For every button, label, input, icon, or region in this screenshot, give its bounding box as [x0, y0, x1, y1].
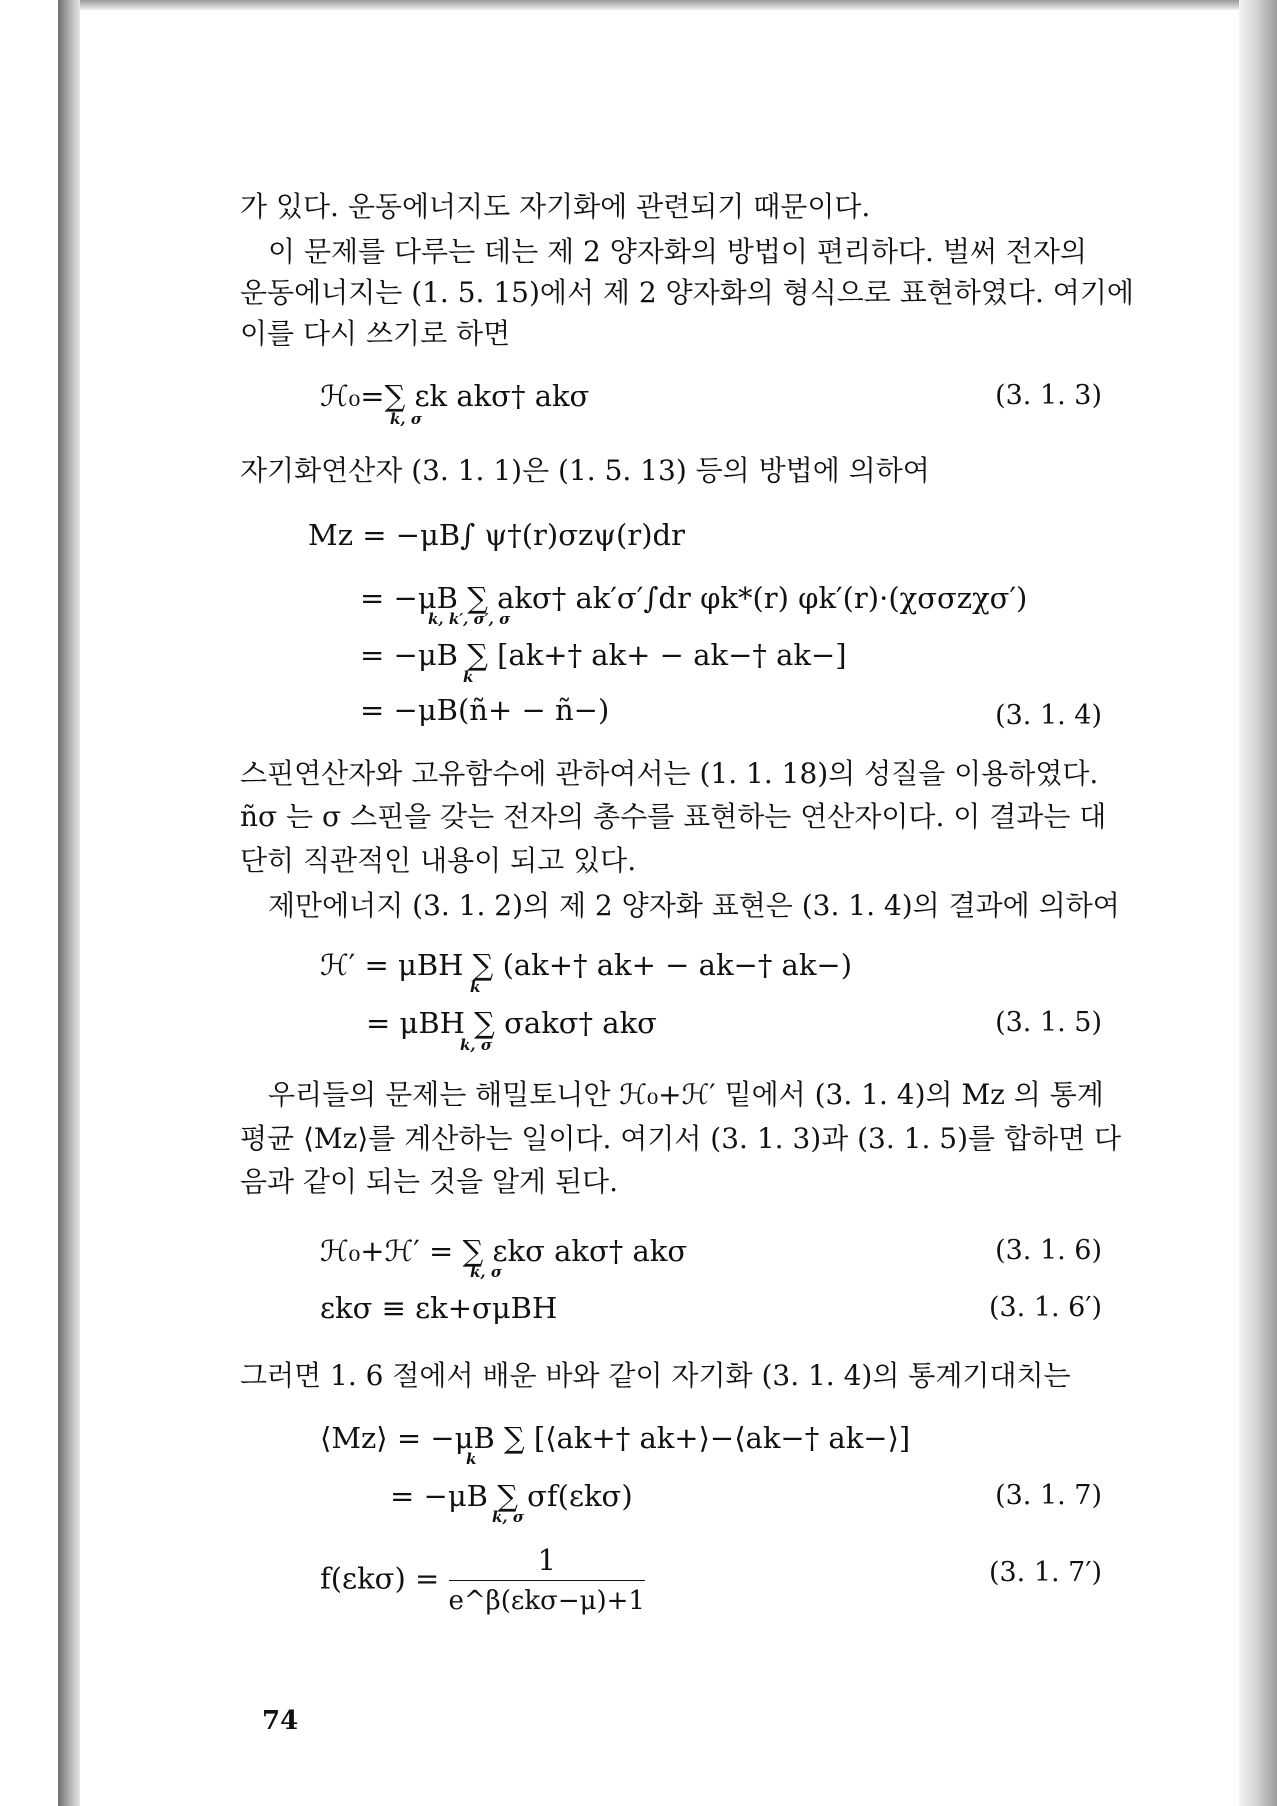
equation-number: (3. 1. 6′) — [988, 1292, 1102, 1323]
fraction — [449, 1540, 645, 1621]
paragraph-line: 가 있다. 운동에너지도 자기화에 관련되기 때문이다. — [240, 190, 871, 223]
equation-number: (3. 1. 7′) — [988, 1557, 1102, 1588]
equation-3-1-5-line2: = μBH ∑ σakσ† akσ — [366, 1006, 657, 1040]
equation-number: (3. 1. 7) — [995, 1480, 1102, 1511]
page-shadow-top — [58, 0, 1258, 10]
paragraph-line: 운동에너지는 (1. 5. 15)에서 제 2 양자화의 형식으로 표현하였다. 여기에 — [240, 276, 1134, 309]
sum-limit: k, σ — [470, 1263, 502, 1281]
paragraph-line: 스핀연산자와 고유함수에 관하여서는 (1. 1. 18)의 성질을 이용하였다. — [240, 757, 1099, 790]
paragraph-line: ñσ 는 σ 스핀을 갖는 전자의 총수를 표현하는 연산자이다. 이 결과는 대 — [240, 800, 1107, 833]
equation-number: (3. 1. 4) — [995, 700, 1102, 731]
book-spine-shadow — [58, 0, 80, 1806]
equation-number: (3. 1. 3) — [995, 380, 1102, 411]
sum-limit: k — [463, 668, 474, 686]
equation-3-1-4-line4: = −μB(ñ+ − ñ−) — [360, 693, 610, 727]
paragraph-line: 그러면 1. 6 절에서 배운 바와 같이 자기화 (3. 1. 4)의 통계기대치는 — [240, 1359, 1071, 1392]
paragraph-line: 이 문제를 다루는 데는 제 2 양자화의 방법이 편리하다. 벌써 전자의 — [268, 235, 1087, 268]
sum-limit: k, σ — [460, 1036, 492, 1054]
sum-limit: k — [466, 1450, 477, 1468]
sum-limit: k, σ — [492, 1508, 524, 1526]
equation-3-1-4-line2: = −μB ∑ akσ† ak′σ′∫dr φk*(r) φk′(r)·(χσσzχσ′) — [360, 581, 1028, 615]
paragraph-line: 이를 다시 쓰기로 하면 — [240, 317, 511, 350]
equation-3-1-7-prime — [320, 1540, 645, 1621]
paragraph-line: 자기화연산자 (3. 1. 1)은 (1. 5. 13) 등의 방법에 의하여 — [240, 454, 930, 487]
equation-3-1-5-line1: ℋ′ = μBH ∑ (ak+† ak+ − ak−† ak−) — [320, 948, 853, 982]
fraction-denominator: e^β(εkσ−μ)+1 — [448, 1586, 645, 1616]
equation-number: (3. 1. 6) — [995, 1235, 1102, 1266]
equation-3-1-7-line1: ⟨Mz⟩ = −μB ∑ [⟨ak+† ak+⟩−⟨ak−† ak−⟩] — [320, 1421, 911, 1455]
paragraph-line: 우리들의 문제는 해밀토니안 ℋ₀+ℋ′ 밑에서 (3. 1. 4)의 Mz 의 통계 — [268, 1078, 1104, 1111]
paragraph-line: 평균 ⟨Mz⟩를 계산하는 일이다. 여기서 (3. 1. 3)과 (3. 1. 5)를 합하면 다 — [240, 1122, 1122, 1155]
equation-3-1-3: ℋ₀=∑ εk akσ† akσ — [320, 379, 590, 413]
equation-3-1-4-line1: Mz = −μB∫ ψ†(r)σzψ(r)dr — [308, 518, 685, 552]
fraction-numerator: 1 — [449, 1540, 645, 1581]
sum-limit: k — [470, 978, 481, 996]
paragraph-line: 제만에너지 (3. 1. 2)의 제 2 양자화 표현은 (3. 1. 4)의 결과에 의하여 — [268, 889, 1120, 922]
equation-lhs: f(εkσ) = — [320, 1561, 440, 1596]
equation-number: (3. 1. 5) — [995, 1007, 1102, 1038]
equation-3-1-7-line2: = −μB ∑ σf(εkσ) — [390, 1479, 633, 1513]
page-number: 74 — [262, 1706, 299, 1736]
sum-limit: k, k′, σ′, σ — [428, 610, 511, 628]
equation-3-1-6-prime: εkσ ≡ εk+σμBH — [320, 1291, 558, 1325]
equation-3-1-6: ℋ₀+ℋ′ = ∑ εkσ akσ† akσ — [320, 1234, 688, 1268]
page-edge-shadow — [1239, 0, 1277, 1806]
paragraph-line: 음과 같이 되는 것을 알게 된다. — [240, 1165, 618, 1198]
equation-3-1-4-line3: = −μB ∑ [ak+† ak+ − ak−† ak−] — [360, 638, 847, 672]
paragraph-line: 단히 직관적인 내용이 되고 있다. — [240, 844, 637, 877]
sum-limit: k, σ — [390, 410, 422, 428]
